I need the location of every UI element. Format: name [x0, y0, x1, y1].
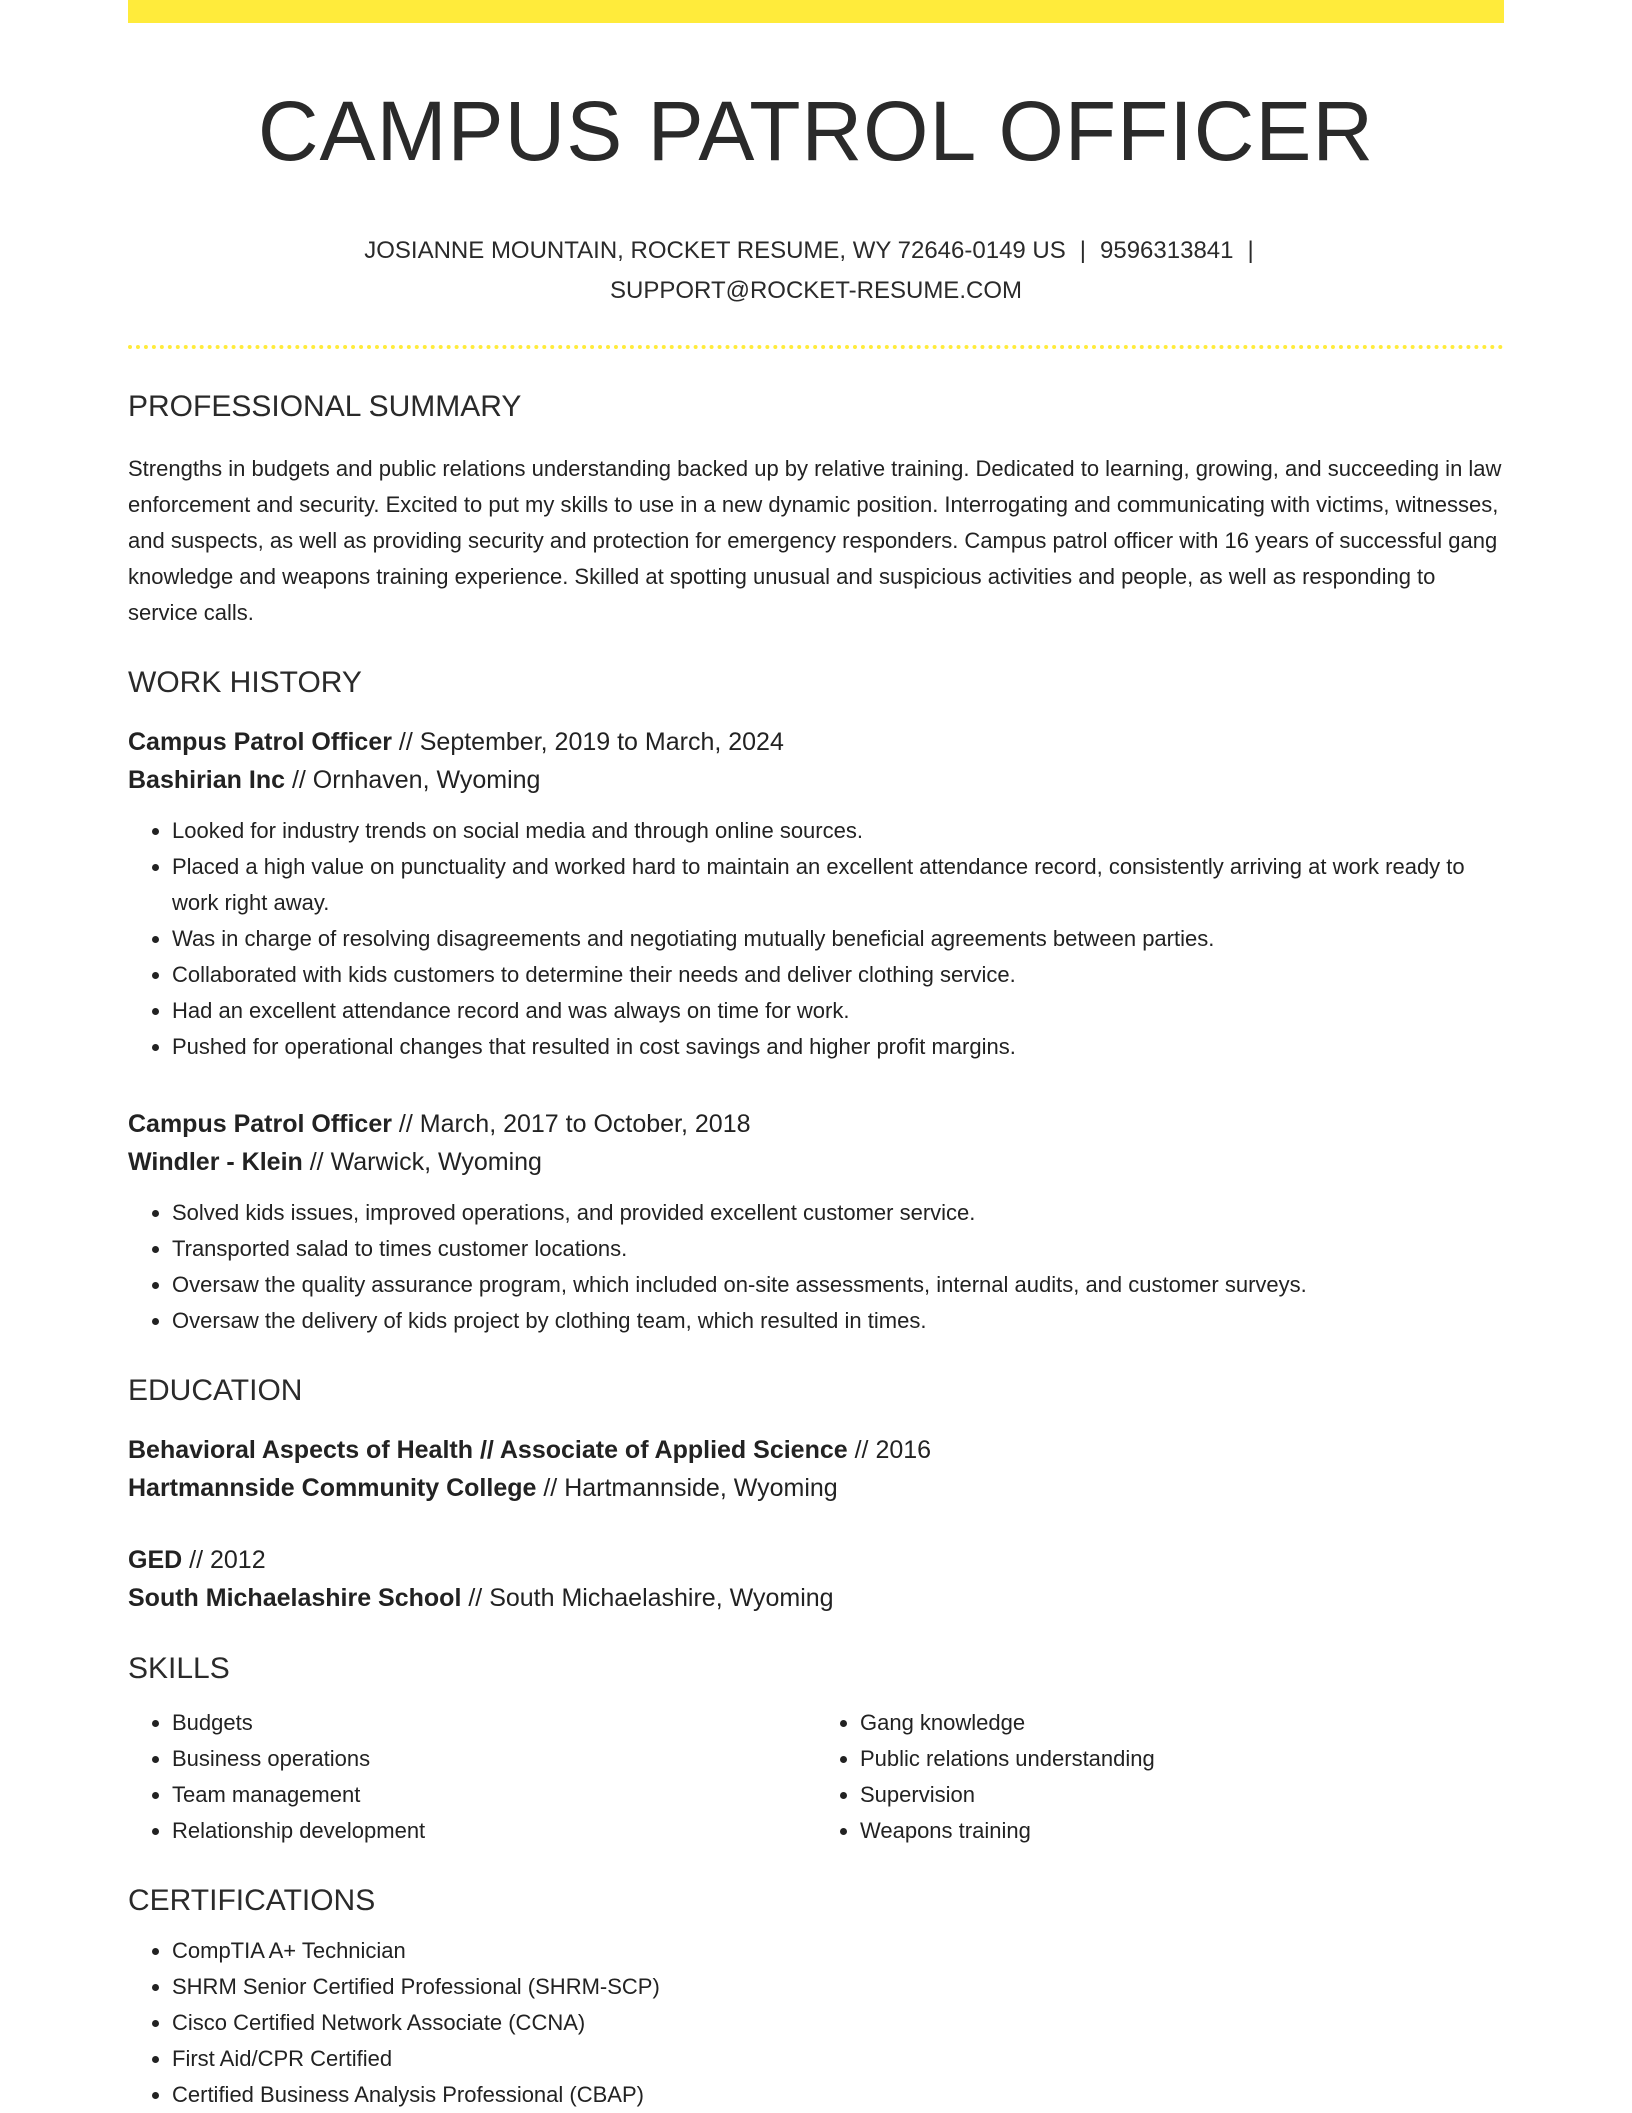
list-item: • Was in charge of resolving disagreements and negotiating mutually beneficial agreements between parties. — [172, 921, 1504, 957]
job-company: Windler - Klein — [128, 1148, 303, 1177]
list-item: • Gang knowledge — [860, 1705, 1504, 1741]
list-item: • Team management — [172, 1777, 816, 1813]
skills-section — [128, 1651, 1504, 1849]
job-company: Bashirian Inc — [128, 766, 285, 795]
job-location: // Warwick, Wyoming — [309, 1148, 542, 1177]
list-item: • Oversaw the quality assurance program, which included on-site assessments, internal audits, and customer surveys. — [172, 1267, 1504, 1303]
list-item: • Had an excellent attendance record and was always on time for work. — [172, 993, 1504, 1029]
job-bullets — [128, 813, 1504, 1065]
summary-section — [128, 389, 1504, 631]
skills-grid — [128, 1705, 1504, 1849]
list-item: • Collaborated with kids customers to determine their needs and deliver clothing service. — [172, 957, 1504, 993]
school-line — [128, 1469, 1504, 1507]
job-title: Campus Patrol Officer — [128, 728, 392, 757]
contact-phone: 9596313841 — [1100, 237, 1234, 265]
job-company-line — [128, 761, 1504, 799]
degree-name: GED — [128, 1546, 183, 1575]
list-item: • Transported salad to times customer locations. — [172, 1231, 1504, 1267]
list-item: • Certified Business Analysis Professional (CBAP) — [172, 2077, 1504, 2113]
list-item: • Business operations — [172, 1741, 816, 1777]
list-item: • Placed a high value on punctuality and worked hard to maintain an excellent attendance record, consistently arriving at work ready to work right away. — [172, 849, 1504, 921]
contact-separator: | — [1079, 237, 1087, 265]
skills-column-left — [128, 1705, 816, 1849]
certifications-list — [128, 1933, 1504, 2113]
job-entry — [128, 1105, 1504, 1339]
job-title-line — [128, 723, 1504, 761]
job-dates: // September, 2019 to March, 2024 — [398, 728, 784, 757]
job-company-line — [128, 1143, 1504, 1181]
list-item: • CompTIA A+ Technician — [172, 1933, 1504, 1969]
list-item: • Oversaw the delivery of kids project by clothing team, which resulted in times. — [172, 1303, 1504, 1339]
education-entry — [128, 1541, 1504, 1617]
education-heading: EDUCATION — [128, 1374, 303, 1408]
job-dates: // March, 2017 to October, 2018 — [398, 1110, 751, 1139]
resume-page — [128, 0, 1504, 2113]
school-name: South Michaelashire School — [128, 1584, 462, 1613]
contact-address: JOSIANNE MOUNTAIN, ROCKET RESUME, WY 72646-0149 US — [364, 237, 1066, 265]
education-section — [128, 1373, 1504, 1617]
list-item: • Supervision — [860, 1777, 1504, 1813]
certifications-heading: CERTIFICATIONS — [128, 1884, 376, 1918]
header-divider — [128, 345, 1504, 349]
contact-separator: | — [1247, 237, 1254, 265]
certifications-section — [128, 1883, 1504, 2113]
school-name: Hartmannside Community College — [128, 1474, 537, 1503]
list-item: • Budgets — [172, 1705, 816, 1741]
degree-year: // 2016 — [854, 1436, 932, 1465]
list-item: • Looked for industry trends on social media and through online sources. — [172, 813, 1504, 849]
contact-email: SUPPORT@ROCKET-RESUME.COM — [610, 277, 1022, 305]
work-history-heading: WORK HISTORY — [128, 666, 362, 700]
summary-heading: PROFESSIONAL SUMMARY — [128, 390, 522, 424]
school-location: // Hartmannside, Wyoming — [543, 1474, 838, 1503]
summary-text: Strengths in budgets and public relations understanding backed up by relative training. Dedicated to learning, growing, and succeeding in law enforcement and security. Excited to put my skills to use in a new dynamic position. Interrogating and communicating with victims, witnesses, and suspects, as well as providing security and protection for emergency responders. Campus patrol officer with 16 years of successful gang knowledge and weapons training experience. Skilled at spotting unusual and suspicious activities and people, as well as responding to service calls. — [128, 456, 1502, 626]
contact-info — [128, 231, 1504, 311]
job-title-line — [128, 1105, 1504, 1143]
degree-line — [128, 1431, 1504, 1469]
list-item: • Solved kids issues, improved operations, and provided excellent customer service. — [172, 1195, 1504, 1231]
job-location: // Ornhaven, Wyoming — [291, 766, 541, 795]
list-item: • Public relations understanding — [860, 1741, 1504, 1777]
job-title: Campus Patrol Officer — [128, 1110, 392, 1139]
skills-heading: SKILLS — [128, 1652, 230, 1686]
school-location: // South Michaelashire, Wyoming — [468, 1584, 834, 1613]
degree-line — [128, 1541, 1504, 1579]
degree-name: Behavioral Aspects of Health // Associate of Applied Science — [128, 1436, 848, 1465]
school-line — [128, 1579, 1504, 1617]
list-item: • First Aid/CPR Certified — [172, 2041, 1504, 2077]
list-item: • SHRM Senior Certified Professional (SHRM-SCP) — [172, 1969, 1504, 2005]
work-history-section — [128, 665, 1504, 1339]
job-entry — [128, 723, 1504, 1065]
accent-top-bar — [128, 0, 1504, 23]
education-entry — [128, 1431, 1504, 1507]
list-item: • Weapons training — [860, 1813, 1504, 1849]
skills-column-right — [816, 1705, 1504, 1849]
degree-year: // 2012 — [189, 1546, 266, 1575]
list-item: • Relationship development — [172, 1813, 816, 1849]
resume-title: CAMPUS PATROL OFFICER — [257, 84, 1375, 178]
job-bullets — [128, 1195, 1504, 1339]
list-item: • Pushed for operational changes that resulted in cost savings and higher profit margins. — [172, 1029, 1504, 1065]
list-item: • Cisco Certified Network Associate (CCNA) — [172, 2005, 1504, 2041]
